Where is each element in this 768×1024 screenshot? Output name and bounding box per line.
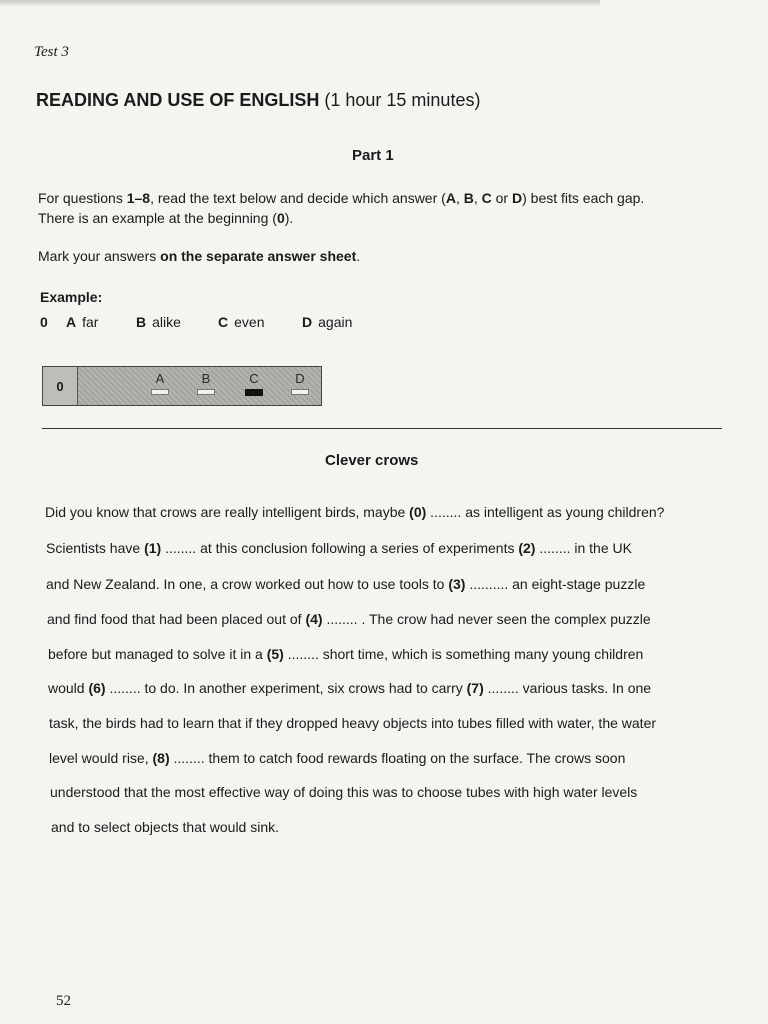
passage-text: ........ in the UK <box>535 540 632 556</box>
option-letter: D <box>302 314 313 330</box>
gap-number: (5) <box>266 646 284 662</box>
gap-number: (6) <box>88 680 106 696</box>
example-option-d <box>302 314 352 330</box>
instruction-text: . <box>356 248 361 264</box>
running-head: Test 3 <box>34 44 69 60</box>
passage-line <box>46 576 645 592</box>
passage-text: ........ various tasks. In one <box>483 680 652 696</box>
answer-choice-letter: D <box>295 371 305 386</box>
instruction-bold-text: 1–8 <box>126 190 151 206</box>
instruction-bold-text: 0 <box>276 210 285 226</box>
instruction-line-2 <box>38 210 293 226</box>
instruction-text: For questions <box>38 190 127 206</box>
gap-number: (7) <box>466 680 484 696</box>
answer-mark <box>245 389 263 396</box>
answer-choice-c <box>244 371 264 396</box>
part-heading: Part 1 <box>352 147 394 164</box>
option-text: again <box>318 314 353 330</box>
section-duration: (1 hour 15 minutes) <box>324 90 481 110</box>
passage-text: .......... an eight-stage puzzle <box>465 576 646 592</box>
instruction-text: There is an example at the beginning ( <box>38 210 277 226</box>
passage-text: would <box>48 680 89 696</box>
passage-text: ........ as intelligent as young children? <box>426 504 665 520</box>
option-letter: B <box>136 314 147 330</box>
instruction-text: , <box>473 190 482 206</box>
gap-number: (0) <box>409 504 427 520</box>
section-divider <box>42 428 722 429</box>
instruction-text: , read the text below and decide which answer ( <box>150 190 446 206</box>
passage-text: ........ to do. In another experiment, six crows had to carry <box>105 680 467 696</box>
answer-mark <box>151 389 169 395</box>
instruction-text: ) best fits each gap. <box>522 190 645 206</box>
passage-text: ........ . The crow had never seen the complex puzzle <box>322 611 651 627</box>
instruction-text: ). <box>284 210 294 226</box>
passage-text: task, the birds had to learn that if they dropped heavy objects into tubes filled with water, the water <box>49 715 657 731</box>
section-title <box>36 90 480 111</box>
option-text: far <box>82 314 99 330</box>
passage-line <box>47 611 651 627</box>
option-text: even <box>234 314 265 330</box>
passage-text: and find food that had been placed out of <box>47 611 306 627</box>
passage-line <box>50 784 637 800</box>
instruction-text: or <box>491 190 512 206</box>
passage-text: Did you know that crows are really intelligent birds, maybe <box>45 504 410 520</box>
option-letter: A <box>66 314 77 330</box>
gap-number: (8) <box>152 750 170 766</box>
example-number: 0 <box>40 314 48 330</box>
example-option-c <box>218 314 264 330</box>
passage-text: and to select objects that would sink. <box>51 819 280 835</box>
instruction-bold-text: A <box>445 190 456 206</box>
gap-number: (1) <box>144 540 162 556</box>
option-letter: C <box>218 314 229 330</box>
answer-choice-letter: B <box>201 371 211 386</box>
passage-text: and New Zealand. In one, a crow worked out how to use tools to <box>46 576 449 592</box>
example-answer-grid <box>42 366 322 406</box>
answer-grid-number: 0 <box>43 367 78 405</box>
answer-mark <box>291 389 309 395</box>
instruction-text: Mark your answers <box>38 248 161 264</box>
answer-choice-letter: A <box>155 371 165 386</box>
passage-text: ........ at this conclusion following a series of experiments <box>161 540 519 556</box>
passage-text: Scientists have <box>46 540 145 556</box>
example-label: Example: <box>40 289 103 305</box>
example-option-a <box>66 314 98 330</box>
answer-grid-choices <box>78 367 321 405</box>
passage-line <box>51 819 279 835</box>
passage-text: before but managed to solve it in a <box>48 646 267 662</box>
instruction-bold-text: B <box>463 190 474 206</box>
passage-line <box>45 504 664 520</box>
answer-choice-d <box>290 371 310 395</box>
section-title-main: READING AND USE OF ENGLISH <box>36 90 320 110</box>
page-top-edge <box>0 0 600 6</box>
passage-text: level would rise, <box>49 750 153 766</box>
answer-choice-a <box>150 371 170 395</box>
gap-number: (2) <box>518 540 536 556</box>
passage-text: understood that the most effective way of doing this was to choose tubes with high water levels <box>50 784 638 800</box>
gap-number: (4) <box>305 611 323 627</box>
page-number: 52 <box>56 993 71 1009</box>
passage-title: Clever crows <box>325 452 419 469</box>
option-text: alike <box>152 314 181 330</box>
passage-text: ........ short time, which is something many young children <box>283 646 644 662</box>
answer-choice-letter: C <box>249 371 259 386</box>
instruction-text: , <box>455 190 464 206</box>
answer-choice-b <box>196 371 216 395</box>
instruction-bold-text: C <box>481 190 492 206</box>
instruction-line-1 <box>38 190 644 206</box>
instruction-line-3 <box>38 248 360 264</box>
example-option-b <box>136 314 181 330</box>
passage-line <box>46 540 632 556</box>
instruction-bold-text: on the separate answer sheet <box>160 248 357 264</box>
passage-text: ........ them to catch food rewards floating on the surface. The crows soon <box>169 750 626 766</box>
passage-line <box>49 750 625 766</box>
gap-number: (3) <box>448 576 466 592</box>
instruction-bold-text: D <box>511 190 523 206</box>
passage-line <box>49 715 656 731</box>
answer-mark <box>197 389 215 395</box>
passage-line <box>48 646 643 662</box>
passage-line <box>48 680 651 696</box>
